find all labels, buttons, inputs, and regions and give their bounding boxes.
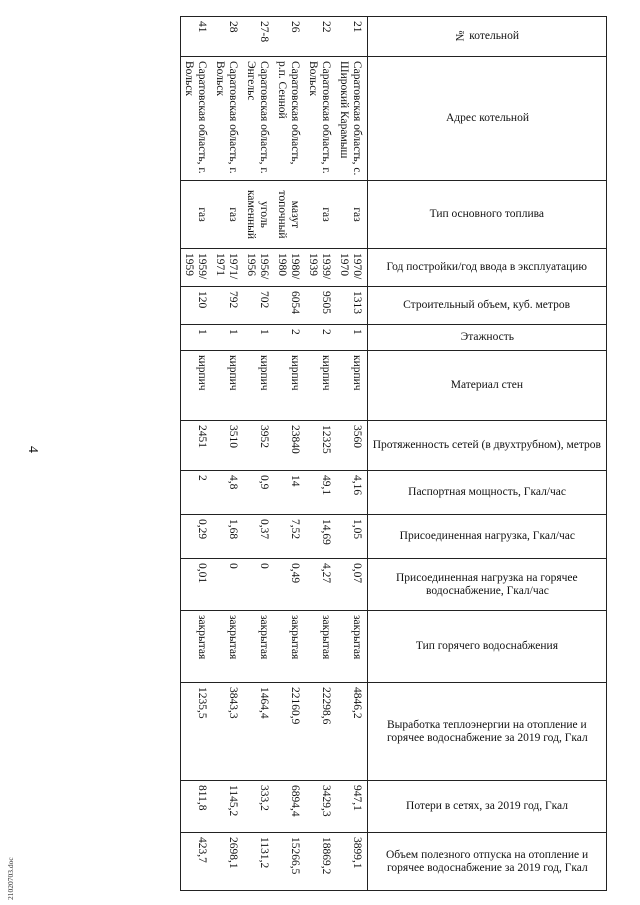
table-cell: газ bbox=[181, 181, 213, 249]
table-cell: 1 bbox=[212, 325, 243, 351]
table-cell: закрытая bbox=[305, 611, 336, 683]
table-cell: 14 bbox=[274, 471, 305, 515]
table-cell: 6894,4 bbox=[274, 781, 305, 833]
table-cell: 1145,2 bbox=[212, 781, 243, 833]
table-cell: 4,16 bbox=[336, 471, 368, 515]
table-cell: 1971/ 1971 bbox=[212, 249, 243, 287]
table-cell: 0,01 bbox=[181, 559, 213, 611]
column-header bbox=[368, 287, 607, 325]
column-header-label: Этажность bbox=[460, 331, 514, 343]
table-cell: 811,8 bbox=[181, 781, 213, 833]
column-header bbox=[368, 421, 607, 471]
column-header bbox=[368, 611, 607, 683]
column-header bbox=[368, 833, 607, 891]
table-row bbox=[274, 17, 305, 891]
table-cell: Саратовская область, г. Вольск bbox=[181, 57, 213, 181]
table-cell: 26 bbox=[274, 17, 305, 57]
table-cell: 4,8 bbox=[212, 471, 243, 515]
column-header-label: Строительный объем, куб. метров bbox=[403, 299, 571, 311]
table-cell: газ bbox=[336, 181, 368, 249]
table-cell: 3843,3 bbox=[212, 683, 243, 781]
column-header bbox=[368, 325, 607, 351]
table-cell: 0,07 bbox=[336, 559, 368, 611]
table-cell: Саратовская область, г. Вольск bbox=[305, 57, 336, 181]
table-cell: 702 bbox=[243, 287, 274, 325]
table-cell: 0,29 bbox=[181, 515, 213, 559]
table-cell: 6054 bbox=[274, 287, 305, 325]
column-header bbox=[368, 683, 607, 781]
table-cell: 2 bbox=[274, 325, 305, 351]
table-cell: 22298,6 bbox=[305, 683, 336, 781]
table-cell: 1956/ 1956 bbox=[243, 249, 274, 287]
table-cell: 0 bbox=[243, 559, 274, 611]
column-header bbox=[368, 351, 607, 421]
table-cell: 3429,3 bbox=[305, 781, 336, 833]
rotated-table-container bbox=[183, 16, 607, 880]
table-cell: 947,1 bbox=[336, 781, 368, 833]
table-cell: Саратовская область, с. Широкий Карамыш bbox=[336, 57, 368, 181]
table-cell: закрытая bbox=[212, 611, 243, 683]
table-header-row bbox=[368, 17, 607, 891]
table-cell: 1 bbox=[181, 325, 213, 351]
column-header-label: Адрес котельной bbox=[445, 112, 529, 124]
table-cell: 792 bbox=[212, 287, 243, 325]
table-cell: 22160,9 bbox=[274, 683, 305, 781]
table-cell: 41 bbox=[181, 17, 213, 57]
table-cell: 2698,1 bbox=[212, 833, 243, 891]
table-cell: 3510 bbox=[212, 421, 243, 471]
table-cell: 3560 bbox=[336, 421, 368, 471]
table-cell: 22 bbox=[305, 17, 336, 57]
table-cell: 1464,4 bbox=[243, 683, 274, 781]
column-header-label: № котельной bbox=[454, 30, 520, 42]
column-header-label: Тип горячего водоснабжения bbox=[415, 640, 559, 652]
table-row bbox=[181, 17, 213, 891]
table-cell: 28 bbox=[212, 17, 243, 57]
table-cell: 23840 bbox=[274, 421, 305, 471]
table-cell: 1980/ 1980 bbox=[274, 249, 305, 287]
table-row bbox=[212, 17, 243, 891]
table-cell: Саратовская область, р.п. Сенной bbox=[274, 57, 305, 181]
table-cell: мазут топочный bbox=[274, 181, 305, 249]
column-header-label: Выработка теплоэнергии на отопление и горячее водоснабжение за 2019 год, Гкал bbox=[386, 718, 588, 744]
column-header-label: Паспортная мощность, Гкал/час bbox=[408, 486, 566, 498]
table-cell: 2451 bbox=[181, 421, 213, 471]
table-row bbox=[336, 17, 368, 891]
table-cell: 7,52 bbox=[274, 515, 305, 559]
footer-document-code: 21020703.doc bbox=[6, 857, 15, 900]
table-cell: 1 bbox=[243, 325, 274, 351]
table-cell: газ bbox=[212, 181, 243, 249]
table-cell: кирпич bbox=[336, 351, 368, 421]
table-cell: кирпич bbox=[212, 351, 243, 421]
column-header-label: Материал стен bbox=[450, 379, 524, 391]
table-cell: 2 bbox=[181, 471, 213, 515]
column-header-label: Объем полезного отпуска на отопление и горячее водоснабжение за 2019 год, Гкал bbox=[385, 848, 589, 874]
table-cell: 14,69 bbox=[305, 515, 336, 559]
table-cell: закрытая bbox=[243, 611, 274, 683]
table-cell: 21 bbox=[336, 17, 368, 57]
column-header-label: Потери в сетях, за 2019 год, Гкал bbox=[406, 800, 568, 812]
table-cell: 0,37 bbox=[243, 515, 274, 559]
table-cell: 0 bbox=[212, 559, 243, 611]
table-cell: 4,27 bbox=[305, 559, 336, 611]
column-header-label: Присоединенная нагрузка, Гкал/час bbox=[399, 530, 575, 542]
table-cell: 9505 bbox=[305, 287, 336, 325]
table-cell: закрытая bbox=[274, 611, 305, 683]
table-cell: кирпич bbox=[181, 351, 213, 421]
table-cell: 120 bbox=[181, 287, 213, 325]
table-cell: кирпич bbox=[243, 351, 274, 421]
table-cell: уголь каменный bbox=[243, 181, 274, 249]
table-cell: 1970/ 1970 bbox=[336, 249, 368, 287]
page-number: 4 bbox=[25, 446, 40, 453]
column-header bbox=[368, 471, 607, 515]
table-row bbox=[243, 17, 274, 891]
table-cell: 27-8 bbox=[243, 17, 274, 57]
table-row bbox=[305, 17, 336, 891]
table-cell: 1939/ 1939 bbox=[305, 249, 336, 287]
table-cell: кирпич bbox=[305, 351, 336, 421]
table-cell: 18869,2 bbox=[305, 833, 336, 891]
column-header-label: Год постройки/год ввода в эксплуатацию bbox=[386, 261, 588, 273]
table-cell: Саратовская область, г. Энгельс bbox=[243, 57, 274, 181]
table-cell: 1235,5 bbox=[181, 683, 213, 781]
table-cell: 1313 bbox=[336, 287, 368, 325]
table-cell: 3899,1 bbox=[336, 833, 368, 891]
column-header-label: Протяженность сетей (в двухтрубном), метров bbox=[372, 439, 602, 451]
table-cell: 4846,2 bbox=[336, 683, 368, 781]
column-header bbox=[368, 559, 607, 611]
table-cell: 0,49 bbox=[274, 559, 305, 611]
column-header bbox=[368, 17, 607, 57]
table-cell: 1959/ 1959 bbox=[181, 249, 213, 287]
table-cell: 3952 bbox=[243, 421, 274, 471]
column-header bbox=[368, 181, 607, 249]
column-header bbox=[368, 57, 607, 181]
table-cell: 0,9 bbox=[243, 471, 274, 515]
table-cell: 1 bbox=[336, 325, 368, 351]
table-cell: 1,05 bbox=[336, 515, 368, 559]
table-cell: 49,1 bbox=[305, 471, 336, 515]
table-cell: Саратовская область, г. Вольск bbox=[212, 57, 243, 181]
table-cell: кирпич bbox=[274, 351, 305, 421]
table-cell: 1131,2 bbox=[243, 833, 274, 891]
table-cell: 333,2 bbox=[243, 781, 274, 833]
table-cell: 15266,5 bbox=[274, 833, 305, 891]
table-cell: закрытая bbox=[181, 611, 213, 683]
table-cell: закрытая bbox=[336, 611, 368, 683]
table-cell: 2 bbox=[305, 325, 336, 351]
table-cell: газ bbox=[305, 181, 336, 249]
table-cell: 12325 bbox=[305, 421, 336, 471]
column-header bbox=[368, 515, 607, 559]
table-cell: 1,68 bbox=[212, 515, 243, 559]
column-header-label: Присоединенная нагрузка на горячее водоснабжение, Гкал/час bbox=[396, 571, 578, 597]
column-header bbox=[368, 781, 607, 833]
column-header bbox=[368, 249, 607, 287]
boiler-table bbox=[180, 16, 607, 891]
table-body bbox=[181, 17, 368, 891]
table-cell: 423,7 bbox=[181, 833, 213, 891]
column-header-label: Тип основного топлива bbox=[429, 208, 545, 220]
